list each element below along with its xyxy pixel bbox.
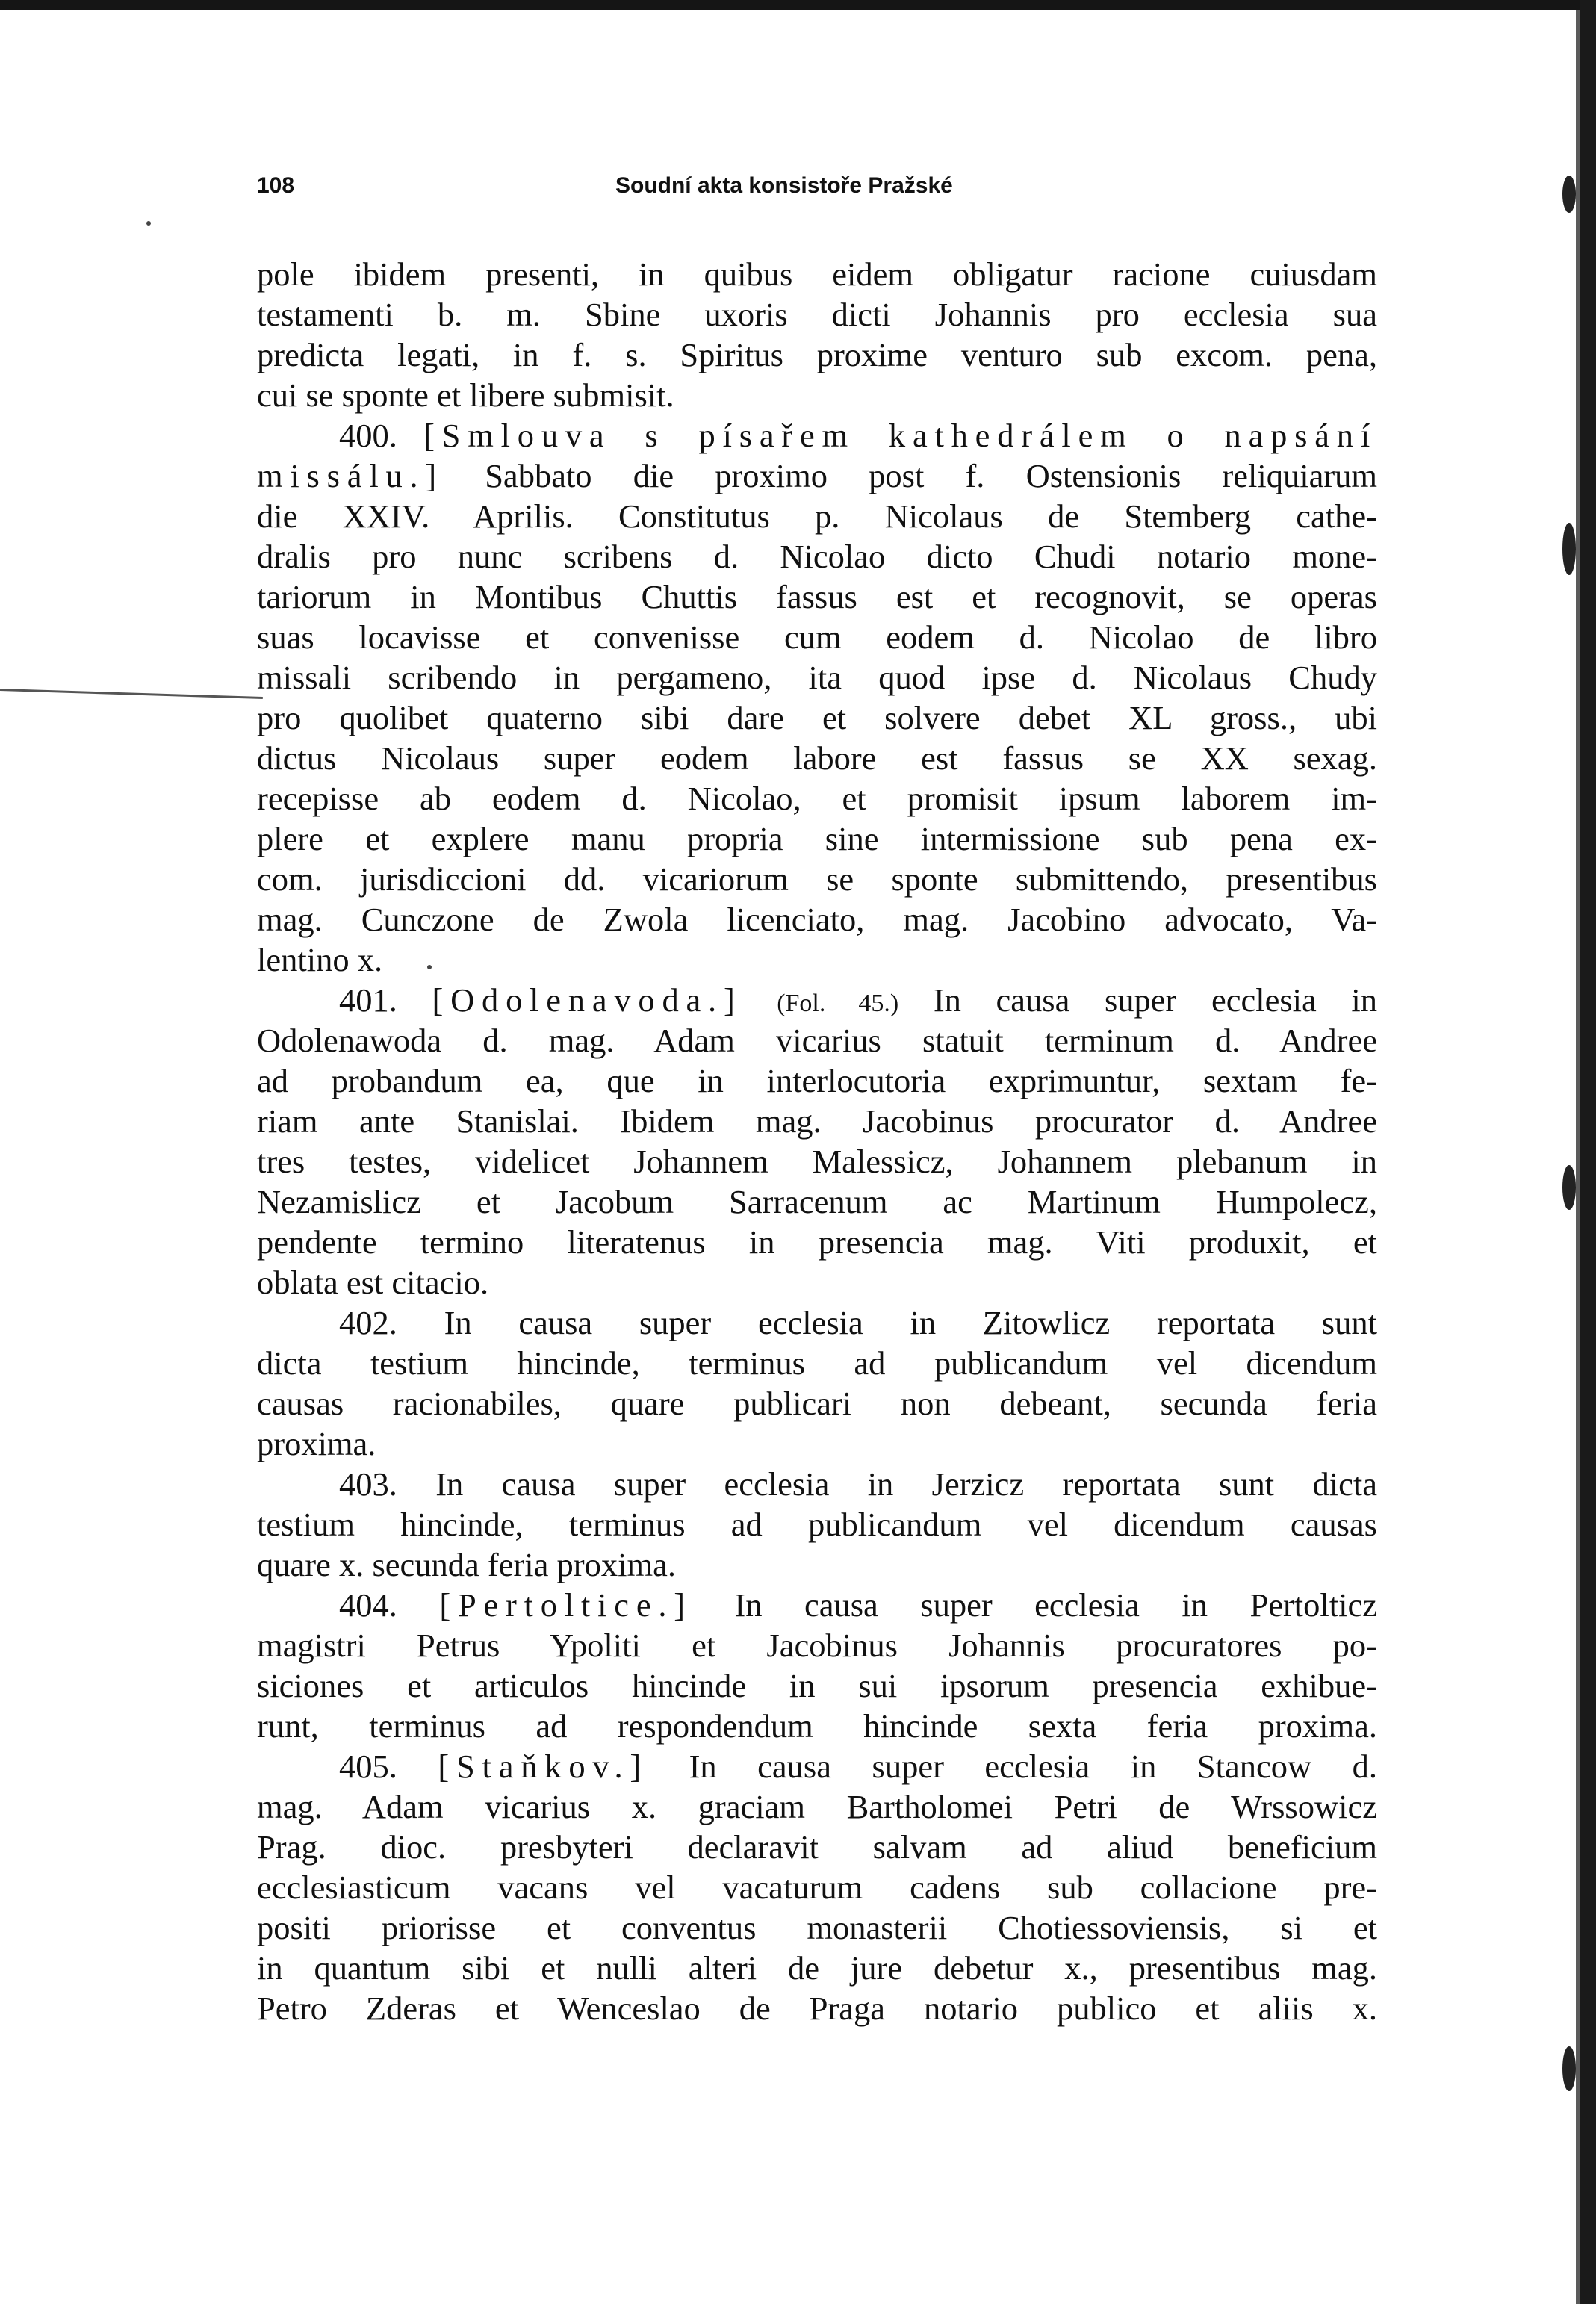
folio-reference: (Fol. 45.) [777, 990, 899, 1017]
entry-title: [Staňkov.] [438, 1748, 649, 1785]
entry-text: In causa super ecclesia in Pertolticz [734, 1586, 1378, 1624]
text-line: com. jurisdiccioni dd. vicariorum se sponte submittendo, presentibus [257, 860, 1377, 898]
entry-404-heading [257, 1585, 1377, 1625]
entry-401-heading [257, 980, 1377, 1020]
text-line: lentino x. [257, 941, 383, 978]
text-line: oblata est citacio. [257, 1264, 489, 1301]
text-line: mag. Cunczone de Zwola licenciato, mag. Jacobino advocato, Va- [257, 901, 1377, 938]
entry-title: [Smlouva s písařem kathedrálem o napsání [423, 417, 1377, 454]
text-line: predicta legati, in f. s. Spiritus proxime venturo sub excom. pena, [257, 336, 1377, 373]
binding-mark [1562, 1165, 1576, 1210]
text-line: ecclesiasticum vacans vel vacaturum cadens sub collacione pre- [257, 1869, 1377, 1906]
entry-405-heading [257, 1746, 1377, 1786]
text-line: magistri Petrus Ypoliti et Jacobinus Johannis procuratores po- [257, 1627, 1377, 1664]
text-line: dictus Nicolaus super eodem labore est fassus se XX sexag. [257, 739, 1377, 777]
text-line: Petro Zderas et Wenceslao de Praga notario publico et aliis x. [257, 1990, 1377, 2027]
entry-400-heading [257, 415, 1377, 456]
text-line: causas racionabiles, quare publicari non debeant, secunda feria [257, 1385, 1377, 1422]
text-line: tariorum in Montibus Chuttis fassus est et recognovit, se operas [257, 578, 1377, 615]
text-line: Nezamislicz et Jacobum Sarracenum ac Martinum Humpolecz, [257, 1183, 1377, 1220]
entry-text: In causa super ecclesia in Stancow d. [689, 1748, 1378, 1785]
text-line: runt, terminus ad respondendum hincinde sexta feria proxima. [257, 1707, 1377, 1745]
text-line: pole ibidem presenti, in quibus eidem obligatur racione cuiusdam [257, 255, 1377, 293]
text-line: ad probandum ea, que in interlocutoria exprimuntur, sextam fe- [257, 1062, 1377, 1099]
entry-402-heading: 402. In causa super ecclesia in Zitowlicz reportata sunt [339, 1304, 1377, 1341]
entry-403-heading: 403. In causa super ecclesia in Jerzicz reportata sunt dicta [339, 1465, 1377, 1503]
text-line: plere et explere manu propria sine intermissione sub pena ex- [257, 820, 1377, 857]
entry-title: [Odolenavoda.] [432, 981, 742, 1019]
text-line: dralis pro nunc scribens d. Nicolao dicto Chudi notario mone- [257, 538, 1377, 575]
text-line [257, 456, 1377, 496]
text-line: testium hincinde, terminus ad publicandum vel dicendum causas [257, 1506, 1377, 1543]
binding-mark [1562, 523, 1576, 575]
text-line: siciones et articulos hincinde in sui ipsorum presencia exhibue- [257, 1667, 1377, 1704]
text-line: Prag. dioc. presbyteri declaravit salvam ad aliud beneficium [257, 1828, 1377, 1866]
scan-border-right-inner [1576, 10, 1580, 2304]
entry-title: [Pertoltice.] [439, 1586, 692, 1624]
binding-mark [1562, 176, 1576, 213]
text-line: pro quolibet quaterno sibi dare et solvere debet XL gross., ubi [257, 699, 1377, 736]
scan-border-right [1580, 0, 1596, 2304]
entry-number: 405. [339, 1748, 397, 1785]
entry-number: 401. [339, 981, 397, 1019]
entry-text: Sabbato die proximo post f. Ostensionis reliquiarum [485, 457, 1377, 494]
entry-number: 400. [339, 417, 397, 454]
text-line: positi priorisse et conventus monasterii Chotiessoviensis, si et [257, 1909, 1377, 1946]
body-text [257, 254, 1377, 2028]
entry-text: In causa super ecclesia in [933, 981, 1378, 1019]
page-header [257, 173, 1022, 211]
page-number: 108 [257, 173, 295, 198]
entry-number: 404. [339, 1586, 397, 1624]
text-line: pendente termino literatenus in presencia mag. Viti produxit, et [257, 1223, 1377, 1261]
text-line: die XXIV. Aprilis. Constitutus p. Nicolaus de Stemberg cathe- [257, 497, 1377, 535]
text-line: cui se sponte et libere submisit. [257, 376, 674, 414]
text-line: dicta testium hincinde, terminus ad publicandum vel dicendum [257, 1344, 1377, 1382]
text-line: testamenti b. m. Sbine uxoris dicti Johannis pro ecclesia sua [257, 296, 1377, 333]
text-line: missali scribendo in pergameno, ita quod ipse d. Nicolaus Chudy [257, 659, 1377, 696]
scan-speck [146, 221, 151, 226]
entry-title: missálu.] [257, 457, 444, 494]
stray-pen-line [0, 689, 263, 699]
binding-mark [1562, 2046, 1576, 2091]
text-line: in quantum sibi et nulli alteri de jure debetur x., presentibus mag. [257, 1949, 1377, 1987]
text-line: quare x. secunda feria proxima. [257, 1546, 676, 1583]
text-line: suas locavisse et convenisse cum eodem d. Nicolao de libro [257, 618, 1377, 656]
text-line: Odolenawoda d. mag. Adam vicarius statuit terminum d. Andree [257, 1022, 1377, 1059]
text-line: riam ante Stanislai. Ibidem mag. Jacobinus procurator d. Andree [257, 1102, 1377, 1140]
text-line: recepisse ab eodem d. Nicolao, et promisit ipsum laborem im- [257, 780, 1377, 817]
text-line: proxima. [257, 1425, 376, 1462]
scan-border-top [0, 0, 1596, 10]
text-line: mag. Adam vicarius x. graciam Bartholomei Petri de Wrssowicz [257, 1788, 1377, 1825]
text-line: tres testes, videlicet Johannem Malessicz, Johannem plebanum in [257, 1143, 1377, 1180]
running-title: Soudní akta konsistoře Pražské [615, 173, 953, 198]
